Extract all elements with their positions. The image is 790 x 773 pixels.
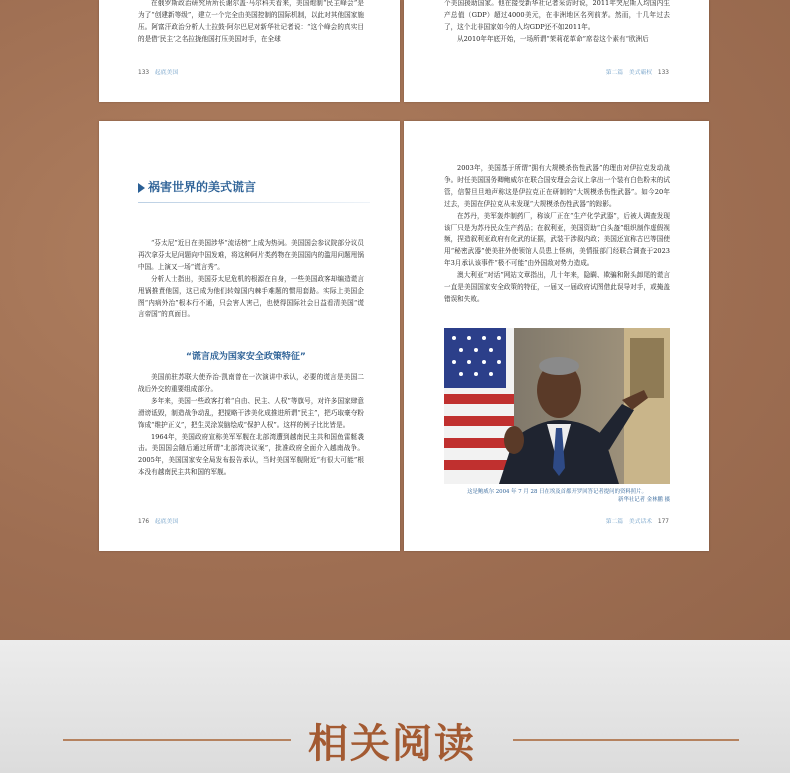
paragraph: 美国前驻苏联大使乔治·凯南曾在一次演讲中承认，必要的谎言是美国二战后外交的重要组成部分。 xyxy=(138,373,364,393)
paragraph: 2003年，美国基于所谓“拥有大规模杀伤性武器”的理由对伊拉克发动战争。时任美国国务卿鲍威尔在联合国安理会会议上拿出一个装有白色粉末的试管，信誓旦旦地声称这是伊拉克正在研制的“大规模杀伤性武器”。如今20年过去，美国在伊拉克从未发现“大规模杀伤性武器”的踪影。 xyxy=(444,164,670,208)
footer-page-number: 176 xyxy=(138,519,150,525)
photo-caption-line-2: 新华社记者 金林鹏 摄 xyxy=(618,497,670,503)
footer-label: 起底美国 xyxy=(154,70,179,76)
top-left-footer xyxy=(138,67,178,76)
top-right-paragraph-1: 个美国援助国家。他在接受新华社记者采访时说，2011年突尼斯人均国内生产总值（GDP）超过4000美元，在非洲地区名列前茅。然而，十几年过去了，这个北非国家如今的人均GDP还不如2011年。 xyxy=(444,0,670,31)
press-photo-illustration xyxy=(444,328,670,484)
paragraph: 澳大利亚“对话”网站文章指出，几十年来，隐瞒、欺骗和附头卸尾的谎言一直是美国国家安全政策的特征，一届又一届政府试图借此误导对手，或掩盖错误和失败。 xyxy=(444,271,670,303)
footer-label: 第二篇 美式话术 xyxy=(605,519,653,525)
photo-caption-line-1: 这是鲍威尔 2004 年 7 月 28 日在埃及首都开罗回答记者提问的资料照片。 xyxy=(467,489,647,495)
paragraph: 1964年，美国政府宣称美军军舰在北部湾遭到越南民主共和国鱼雷艇袭击。美国国会随后通过所谓“北部湾决议案”，批准政府全面介入越南战争。2005年，美国国家安全局发布报告承认，当时美国军舰附近“有很大可能”根本没有越南民主共和国的军舰。 xyxy=(138,432,364,477)
paragraph: 分析人士指出，美国芬太尼危机的根源在自身，一些美国政客却编造谎言甩锅推責他国，这已成为他们转嫁国内棘手难题的惯用套路。实际上美国企图“内病外治”根本行不通，只会害人害己，也使得国际社会日益看清美国“谎言帝国”的真面目。 xyxy=(138,274,364,319)
top-left-page xyxy=(99,0,400,102)
right-page xyxy=(404,121,709,551)
paragraph: 在苏丹，美军轰炸制药厂，称该厂正在“生产化学武器”，后被人调查发现该厂只是为苏丹民众生产药品；在叙利亚，美国资助“白头盔”组织制作虚假视频，捏造叙利亚政府有化武的证据，武装干涉叙内政；美国还宣称古巴等国使用“秘密武器”使美驻外使领馆人员患上怪病，美情报部门经联合调查于2023年3月承认该事件“极不可能”由外国敌对势力造成。 xyxy=(444,211,670,268)
top-right-footer xyxy=(606,67,669,76)
top-right-page xyxy=(404,0,709,102)
left-page xyxy=(99,121,400,551)
banner-right-line xyxy=(513,739,739,741)
footer-label: 第二篇 美式霸权 xyxy=(605,70,653,76)
press-photo xyxy=(444,328,670,484)
left-footer xyxy=(138,516,178,525)
chapter-title xyxy=(138,178,256,195)
footer-label: 起底美国 xyxy=(154,519,179,525)
left-body-2 xyxy=(138,372,364,479)
section-subtitle: “谎言成为国家安全政策特征” xyxy=(186,352,306,362)
right-footer xyxy=(606,516,669,525)
banner-left-line xyxy=(63,739,291,741)
paragraph: “芬太尼”近日在美国涉华“流话榜”上成为热词。美国国会参议院部分议员再次拿芬太尼问题向中国发难，将这种阿片类药物在美国国内的滥用问题甩锅中国。上演又一场“谎言秀”。 xyxy=(138,239,364,271)
right-body xyxy=(444,163,670,306)
footer-page-number: 133 xyxy=(657,70,669,76)
top-right-paragraph-2: 从2010年年底开始，一场所谓“茉莉花革命”席卷这个素有“欧洲后 xyxy=(457,34,649,43)
top-left-text: 在俄罗斯政治研究所所长谢尔盖·马尔科夫看来，美国炮制“民主峰会”是为了“创建新等级”，建立一个完全由美国控制的国际机制，以此对其他国家施压。阿富汗政治分析人士拉鼓·阿尔巴尼对新华社记者说：“这个峰会的真实目的是借‘民主’之名拉拢他国打压美国对手，在全球 xyxy=(138,0,364,43)
title-rule xyxy=(138,202,370,203)
footer-page-number: 177 xyxy=(657,519,669,525)
triangle-marker-icon xyxy=(138,183,145,193)
chapter-title-text: 祸害世界的美式谎言 xyxy=(148,180,257,194)
photo-caption xyxy=(444,487,670,503)
top-right-text xyxy=(444,0,670,46)
related-reading-heading: 相关阅读 xyxy=(308,720,476,767)
paragraph: 多年来，美国一些政客打着“自由、民主、人权”等旗号，对许多国家肆意滑谤诋毁，制造战争动乱，把搅略干涉美化成推进所谓“民主”，把巧取豪夺粉饰成“维护正义”，把生灵涂炭脑绘成“保护人权”。这样的例子比比皆是。 xyxy=(138,396,364,429)
footer-page-number: 133 xyxy=(138,70,150,76)
left-body-1 xyxy=(138,238,364,321)
